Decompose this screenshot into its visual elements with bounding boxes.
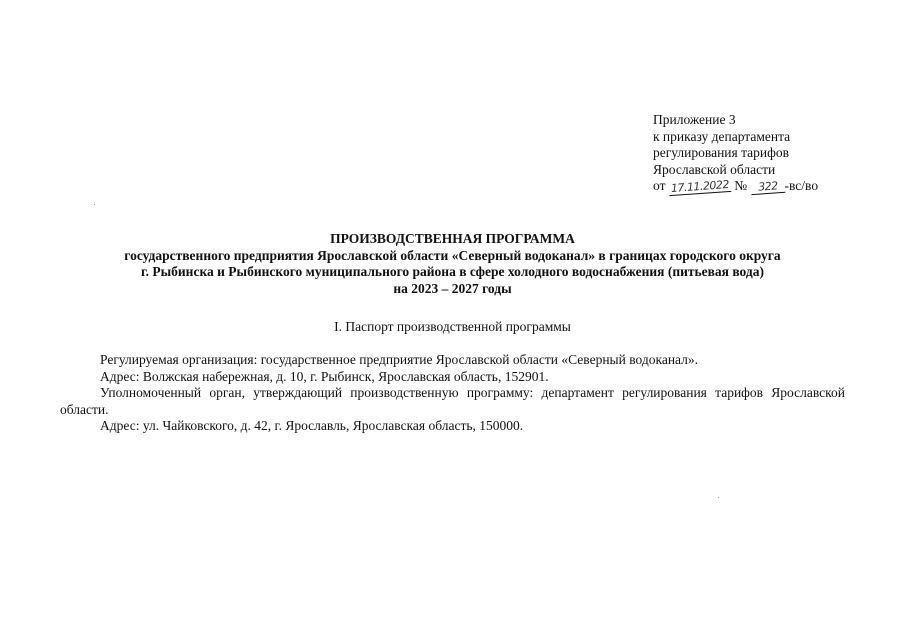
appendix-block (653, 112, 818, 195)
appendix-order-line: к приказу департамента (653, 128, 791, 144)
handwritten-number: 322 (750, 180, 785, 195)
handwritten-date: 17.11.2022 (668, 179, 731, 196)
appendix-title: Приложение 3 (653, 112, 736, 127)
appendix-department-line: регулирования тарифов (653, 145, 790, 160)
document-title (40, 231, 865, 297)
section-heading: I. Паспорт производственной программы (334, 319, 571, 334)
scan-speck (94, 204, 95, 205)
title-subline-2: г. Рыбинска и Рыбинского муниципального района в сфере холодного водоснабжения (питьевая вода) (141, 264, 764, 279)
scan-speck (718, 497, 719, 498)
passport-body (60, 352, 845, 435)
appendix-date-number-line (653, 178, 818, 195)
number-sign: № (734, 178, 748, 193)
title-heading: ПРОИЗВОДСТВЕННАЯ ПРОГРАММА (330, 231, 575, 246)
from-label: от (653, 178, 666, 193)
paragraph-organization: Регулируемая организация: государственное предприятие Ярославской области «Северный водоканал». (100, 352, 699, 367)
paragraph-organization-address: Адрес: Волжская набережная, д. 10, г. Рыбинск, Ярославская область, 152901. (100, 368, 549, 384)
number-suffix: -вс/во (784, 178, 819, 193)
title-subline-1: государственного предприятия Ярославской области «Северный водоканал» в границах городского округа (124, 247, 781, 263)
title-period: на 2023 – 2027 годы (393, 280, 512, 296)
paragraph-authorized-body-address: Адрес: ул. Чайковского, д. 42, г. Ярославль, Ярославская область, 150000. (100, 418, 524, 433)
appendix-region-line: Ярославской области (653, 161, 776, 177)
paragraph-authorized-body: Уполномоченный орган, утверждающий производственную программу: департамент регулирования тарифов Ярославской области. (60, 385, 845, 417)
